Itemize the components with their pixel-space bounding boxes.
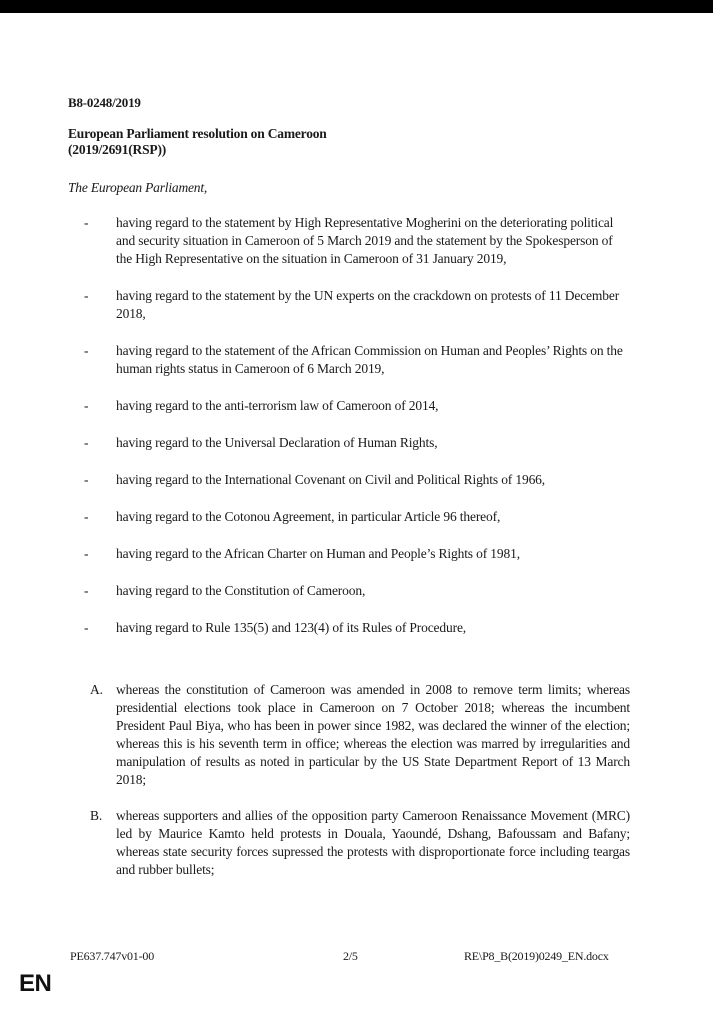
recital-text: whereas the constitution of Cameroon was amended in 2008 to remove term limits; whereas presidential elections took place in Cameroon on 7 October 2018; whereas the incumbent President Paul Biya, who has been in power since 1982, was declared the winner of the election; whereas this is his seventh term in office; whereas the election was marred by irregularities and manipulation of results as noted in particular by the US State Department Report of 13 March 2018; [116, 682, 630, 787]
dash-bullet: - [84, 509, 89, 524]
citation-item [84, 545, 624, 563]
citation-item [84, 342, 624, 378]
citation-text: having regard to the Cotonou Agreement, in particular Article 96 thereof, [116, 509, 501, 524]
dash-bullet: - [84, 435, 89, 450]
citation-text: having regard to the African Charter on Human and People’s Rights of 1981, [116, 546, 520, 561]
dash-bullet: - [84, 583, 89, 598]
footer-file-name: RE\P8_B(2019)0249_EN.docx [464, 949, 609, 963]
dash-bullet: - [84, 215, 89, 230]
citation-item [84, 508, 624, 526]
citation-item [84, 287, 624, 323]
preamble: The European Parliament, [68, 180, 208, 195]
citation-item [84, 471, 624, 489]
citation-item [84, 619, 624, 637]
dash-bullet: - [84, 343, 89, 358]
recital-item-a [90, 681, 630, 789]
citation-item [84, 397, 624, 415]
dash-bullet: - [84, 288, 89, 303]
document-page [0, 13, 713, 1024]
recital-letter: B. [90, 808, 103, 823]
citations-list [84, 214, 624, 656]
citation-text: having regard to the statement of the African Commission on Human and Peoples’ Rights on the human rights status in Cameroon of 6 March 2019, [116, 343, 623, 376]
document-title [68, 126, 327, 158]
recitals-list [90, 681, 630, 897]
citation-text: having regard to Rule 135(5) and 123(4) of its Rules of Procedure, [116, 620, 467, 635]
dash-bullet: - [84, 472, 89, 487]
title-line-2: (2019/2691(RSP)) [68, 142, 167, 157]
footer-doc-code: PE637.747v01-00 [70, 949, 155, 963]
citation-item [84, 582, 624, 600]
citation-text: having regard to the statement by the UN experts on the crackdown on protests of 11 December 2018, [116, 288, 620, 321]
dash-bullet: - [84, 398, 89, 413]
recital-letter: A. [90, 682, 103, 697]
dash-bullet: - [84, 620, 89, 635]
footer-page-number: 2/5 [343, 949, 358, 963]
recital-text: whereas supporters and allies of the opposition party Cameroon Renaissance Movement (MRC) led by Maurice Kamto held protests in Douala, Yaoundé, Dshang, Bafoussam and Bafany; whereas state security forces supressed the protests with disproportionate force including teargas and rubber bullets; [116, 808, 630, 877]
citation-text: having regard to the statement by High Representative Mogherini on the deteriorating political and security situation in Cameroon of 5 March 2019 and the statement by the Spokesperson of the High Representative on the situation in Cameroon of 31 January 2019, [116, 215, 614, 266]
dash-bullet: - [84, 546, 89, 561]
language-marker: EN [19, 970, 52, 997]
citation-text: having regard to the International Covenant on Civil and Political Rights of 1966, [116, 472, 545, 487]
document-reference: B8-0248/2019 [68, 95, 141, 110]
citation-item [84, 434, 624, 452]
top-status-bar [0, 0, 713, 13]
citation-item [84, 214, 624, 268]
citation-text: having regard to the Constitution of Cameroon, [116, 583, 366, 598]
title-line-1: European Parliament resolution on Cameroon [68, 126, 327, 141]
citation-text: having regard to the Universal Declaration of Human Rights, [116, 435, 438, 450]
recital-item-b [90, 807, 630, 879]
citation-text: having regard to the anti-terrorism law of Cameroon of 2014, [116, 398, 439, 413]
